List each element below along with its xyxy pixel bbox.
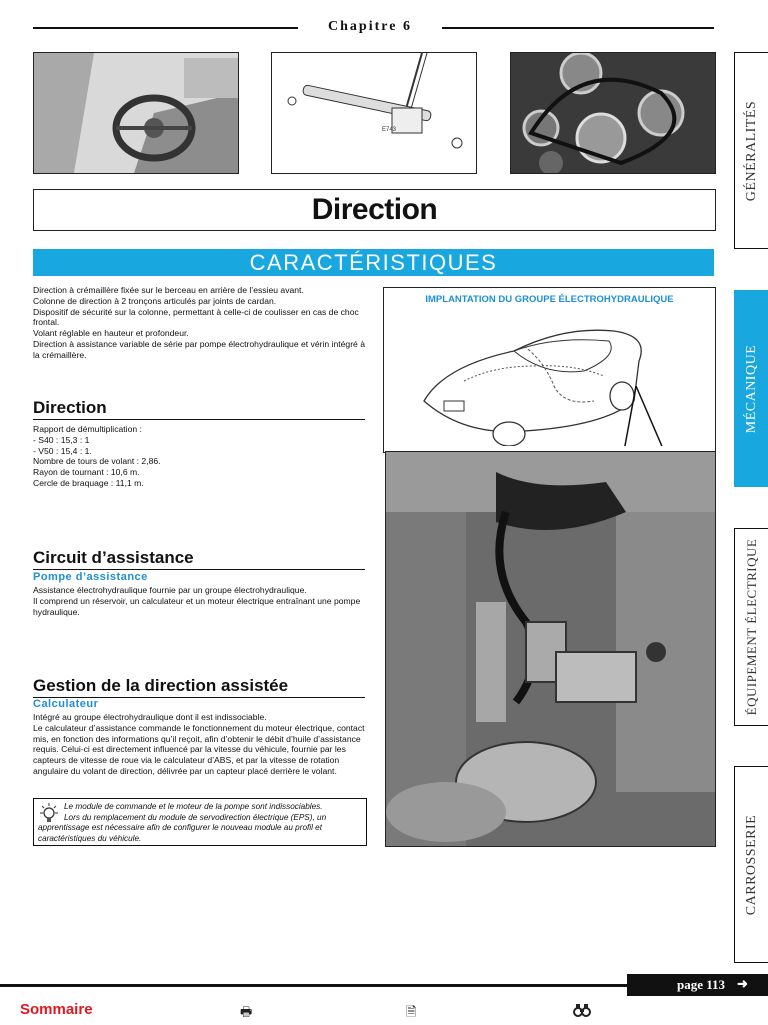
document-icon[interactable]: 🗎 — [406, 1004, 417, 1019]
page-number: page 113 — [677, 977, 726, 992]
body-line: Il comprend un réservoir, un calculateur et un moteur électrique entraînant une pompe hydraulique. — [33, 595, 361, 617]
intro-text — [33, 285, 368, 361]
car-diagram — [404, 306, 704, 446]
intro-line: Volant réglable en hauteur et profondeur. — [33, 328, 189, 339]
photo-engine-belt — [510, 52, 716, 174]
heading-gestion: Gestion de la direction assistée — [33, 676, 365, 698]
spec-line: Rayon de tournant : 10,6 m. — [33, 467, 140, 478]
photo-steering-rack — [271, 52, 477, 174]
tab-generalites[interactable] — [734, 52, 768, 249]
header-rule-left — [33, 27, 298, 29]
body-line: Assistance électrohydraulique fournie par un groupe électrohydraulique. — [33, 585, 307, 595]
tab-label: MÉCANIQUE — [744, 344, 759, 433]
subheading-pompe: Pompe d’assistance — [33, 571, 148, 583]
spec-line: - S40 : 15,3 : 1 — [33, 434, 90, 445]
header-rule-right — [442, 27, 714, 29]
tab-label: GÉNÉRALITÉS — [744, 100, 759, 201]
circuit-text — [33, 585, 365, 617]
tab-label: CARROSSERIE — [744, 814, 759, 915]
tab-mecanique[interactable] — [734, 290, 768, 487]
photo-steering-wheel — [33, 52, 239, 174]
figure-box — [383, 287, 716, 453]
subheading-calculateur: Calculateur — [33, 698, 99, 710]
spec-line: Rapport de démultiplication : — [33, 424, 142, 434]
heading-circuit: Circuit d’assistance — [33, 548, 365, 570]
note-line: Le module de commande et le moteur de la pompe sont indissociables. — [64, 802, 323, 811]
note-box — [33, 798, 367, 846]
spec-line: Cercle de braquage : 11,1 m. — [33, 477, 144, 488]
body-line: Intégré au groupe électrohydraulique dont il est indissociable. — [33, 712, 267, 722]
photo-electrohydraulic-unit — [385, 451, 716, 847]
intro-line: Dispositif de sécurité sur la colonne, permettant à celle-ci de coulisser en cas de choc frontal. — [33, 306, 359, 328]
chapter-label: Chapitre 6 — [328, 19, 412, 34]
page-number-tab[interactable] — [627, 974, 768, 996]
figure-title: IMPLANTATION DU GROUPE ÉLECTROHYDRAULIQUE — [425, 294, 674, 305]
section-band: CARACTÉRISTIQUES — [33, 249, 714, 276]
intro-line: Direction à assistance variable de série par pompe électrohydraulique et vérin intégré à la crémaillère. — [33, 338, 365, 360]
page-title-box — [33, 189, 716, 231]
page-title: Direction — [311, 193, 438, 226]
spec-line: - V50 : 15,4 : 1. — [33, 445, 92, 456]
search-icon[interactable] — [573, 1003, 591, 1020]
body-line: Le calculateur d’assistance commande le fonctionnement du moteur électrique, contact mis, en fonction des informations qu’il reçoit, afin d’obtenir le débit d’huile d’assistance requis. Celui-ci est directement influencé par la vitesse du véhicule, fournie par les capteurs de vitesse de roue via le calculateur d’ABS, et par la vitesse de rotation angulaire du volant de direction, délivrée par un capteur placé derrière le volant. — [33, 722, 365, 776]
intro-line: Direction à crémaillère fixée sur le berceau en arrière de l’essieu avant. — [33, 285, 304, 295]
direction-specs — [33, 424, 365, 489]
tab-label: ÉQUIPEMENT ÉLECTRIQUE — [744, 538, 759, 716]
heading-direction: Direction — [33, 398, 365, 420]
tab-carrosserie[interactable] — [734, 766, 768, 963]
tab-equipement-electrique[interactable] — [734, 528, 768, 726]
note-line: Lors du remplacement du module de servodirection électrique (EPS), un apprentissage est nécessaire afin de configurer le nouveau module au profil et caractéristiques du véhicule. — [38, 812, 327, 843]
svg-text:E743: E743 — [382, 127, 397, 133]
spec-line: Nombre de tours de volant : 2,86. — [33, 456, 161, 467]
print-icon[interactable]: 🖶 — [240, 1004, 253, 1019]
sommaire-link[interactable]: Sommaire — [20, 1001, 93, 1018]
intro-line: Colonne de direction à 2 tronçons articulés par joints de cardan. — [33, 295, 277, 306]
arrow-right-icon: ➜ — [737, 976, 748, 991]
gestion-text — [33, 712, 365, 777]
